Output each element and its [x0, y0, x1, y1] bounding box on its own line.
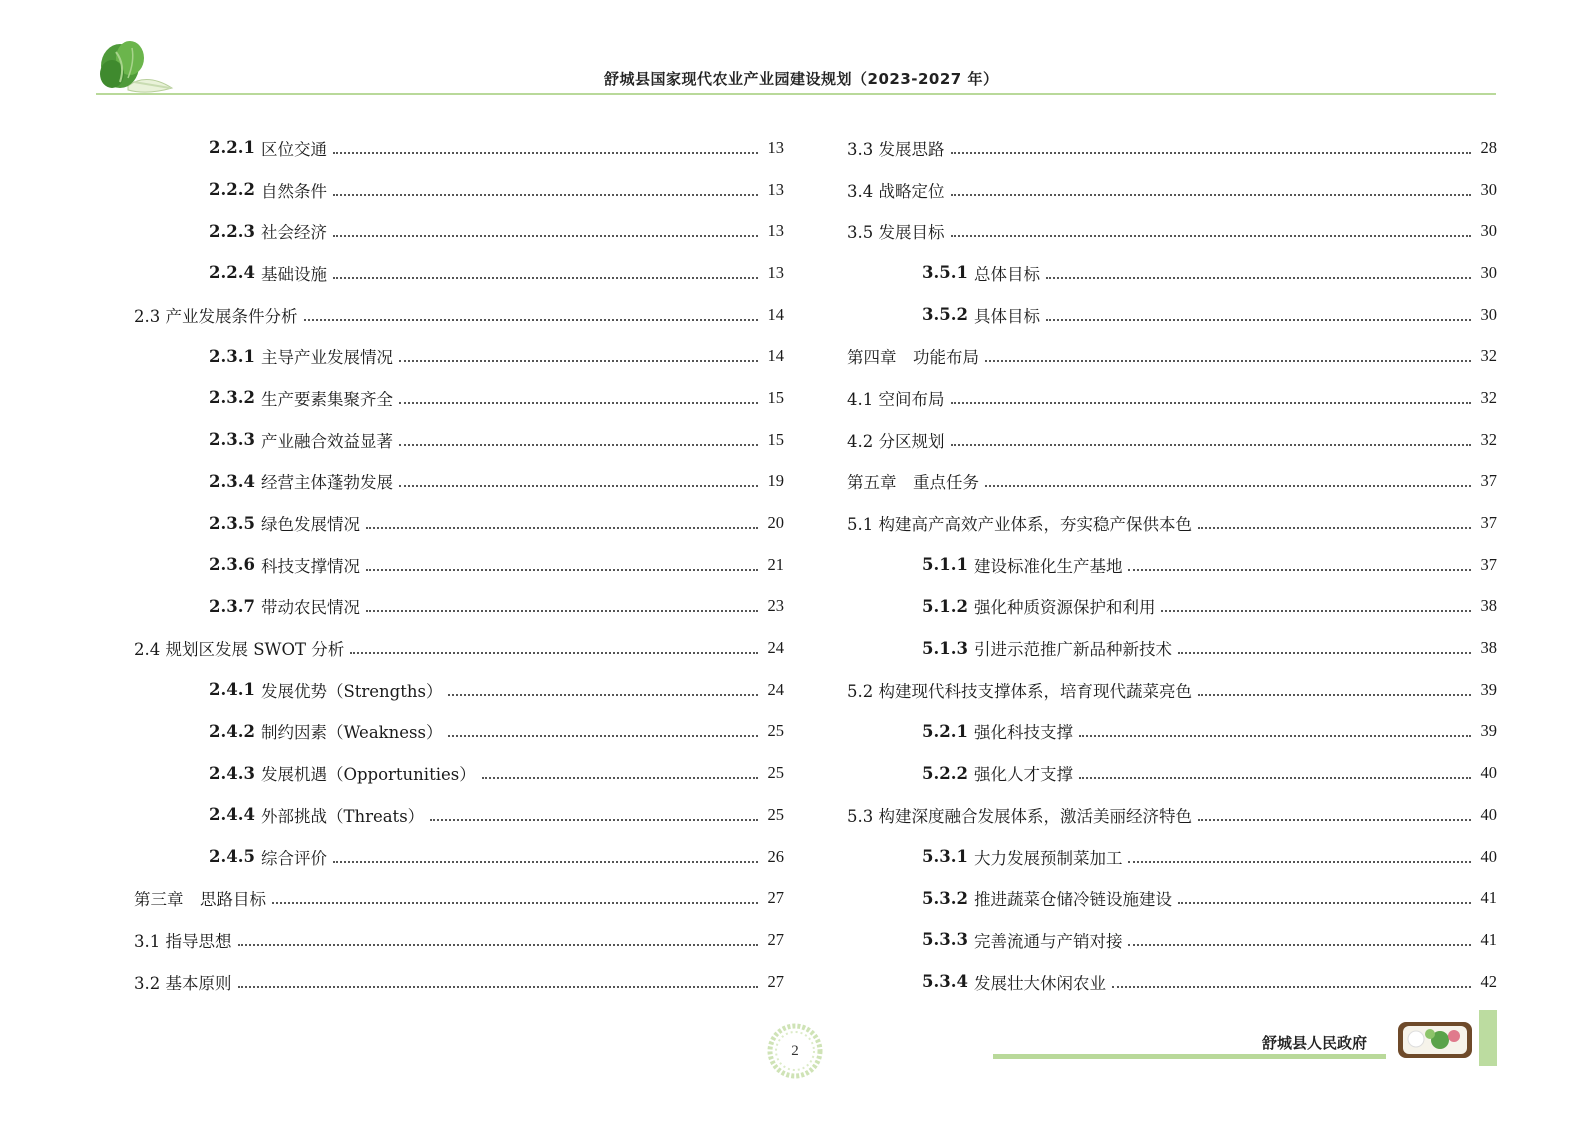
toc-entry-title: 发展壮大休闲农业 [973, 973, 1106, 993]
toc-entry-page: 30 [1480, 221, 1497, 241]
toc-entry-page: 23 [767, 596, 784, 616]
toc-entry-page: 13 [767, 221, 784, 241]
toc-entry[interactable] [134, 711, 784, 753]
toc-entry-title: 推进蔬菜仓储冷链设施建设 [973, 890, 1172, 910]
toc-dot-leader [238, 944, 759, 946]
toc-dot-leader [1046, 277, 1471, 279]
toc-entry-title: 基础设施 [260, 264, 327, 284]
toc-entry-page: 37 [1480, 471, 1497, 491]
toc-entry[interactable] [847, 294, 1497, 336]
toc-dot-leader [366, 527, 758, 529]
toc-entry[interactable] [134, 752, 784, 794]
toc-entry[interactable] [134, 169, 784, 211]
toc-dot-leader [951, 235, 1472, 237]
toc-entry[interactable] [134, 127, 784, 169]
toc-dot-leader [399, 444, 758, 446]
toc-entry-page: 32 [1480, 346, 1497, 366]
toc-entry[interactable] [847, 335, 1497, 377]
toc-entry-title: 区位交通 [260, 139, 327, 159]
footer-accent-bar [1479, 1010, 1497, 1066]
toc-entry-page: 37 [1480, 554, 1497, 574]
footer-divider [993, 1054, 1386, 1059]
toc-dot-leader [1198, 527, 1471, 529]
toc-entry-title: 发展机遇（Opportunities） [260, 765, 476, 785]
toc-entry-page: 30 [1480, 304, 1497, 324]
toc-right-column [847, 127, 1497, 1002]
toc-dot-leader [350, 652, 758, 654]
toc-dot-leader [399, 402, 758, 404]
toc-entry-number: 5.3.4 [922, 972, 968, 992]
toc-entry-page: 14 [767, 304, 784, 324]
toc-entry-page: 15 [767, 387, 784, 407]
toc-entry-number: 5.3.2 [922, 888, 968, 908]
toc-entry[interactable] [847, 961, 1497, 1003]
toc-entry[interactable] [847, 210, 1497, 252]
toc-entry-page: 19 [767, 471, 784, 491]
toc-entry-number: 2.4.1 [209, 680, 255, 700]
toc-dot-leader [1128, 944, 1471, 946]
toc-entry[interactable] [847, 794, 1497, 836]
toc-entry-page: 27 [767, 888, 784, 908]
toc-entry[interactable] [134, 252, 784, 294]
toc-entry-title: 科技支撑情况 [260, 556, 360, 576]
toc-entry-page: 40 [1480, 846, 1497, 866]
toc-entry-title: 综合评价 [260, 848, 327, 868]
toc-dot-leader [366, 610, 758, 612]
toc-dot-leader [951, 444, 1472, 446]
toc-dot-leader [1128, 861, 1471, 863]
toc-entry-title: 4.1 空间布局 [847, 389, 945, 409]
toc-dot-leader [333, 152, 758, 154]
toc-dot-leader [482, 777, 758, 779]
toc-dot-leader [333, 861, 758, 863]
toc-entry-title: 2.4 规划区发展 SWOT 分析 [134, 640, 345, 660]
toc-entry-number: 2.3.1 [209, 346, 255, 366]
toc-entry-title: 完善流通与产销对接 [973, 931, 1123, 951]
toc-entry[interactable] [134, 210, 784, 252]
toc-entry-number: 2.3.4 [209, 471, 255, 491]
toc-entry[interactable] [134, 877, 784, 919]
toc-entry-page: 25 [767, 763, 784, 783]
toc-dot-leader [985, 485, 1471, 487]
toc-entry-title: 制约因素（Weakness） [260, 723, 443, 743]
toc-entry[interactable] [134, 377, 784, 419]
toc-entry[interactable] [847, 419, 1497, 461]
toc-dot-leader [272, 902, 758, 904]
toc-entry[interactable] [847, 127, 1497, 169]
toc-dot-leader [985, 360, 1471, 362]
toc-entry[interactable] [134, 502, 784, 544]
toc-dot-leader [304, 319, 759, 321]
toc-dot-leader [399, 485, 758, 487]
toc-entry-number: 2.4.4 [209, 805, 255, 825]
toc-entry[interactable] [847, 877, 1497, 919]
toc-entry[interactable] [134, 627, 784, 669]
toc-entry-number: 5.2.2 [922, 763, 968, 783]
toc-entry-page: 15 [767, 429, 784, 449]
toc-entry-title: 建设标准化生产基地 [973, 556, 1123, 576]
toc-entry-title: 产业融合效益显著 [260, 431, 393, 451]
page-number-wreath [766, 1022, 824, 1080]
toc-entry-title: 绿色发展情况 [260, 515, 360, 535]
toc-entry[interactable] [847, 502, 1497, 544]
toc-dot-leader [1178, 652, 1471, 654]
footer-organization: 舒城县人民政府 [1262, 1034, 1368, 1052]
toc-dot-leader [1046, 319, 1471, 321]
toc-entry-number: 2.3.6 [209, 555, 255, 575]
toc-entry-page: 41 [1480, 888, 1497, 908]
toc-entry-number: 2.4.2 [209, 721, 255, 741]
toc-dot-leader [366, 569, 758, 571]
toc-dot-leader [448, 735, 758, 737]
toc-entry-title: 强化科技支撑 [973, 723, 1073, 743]
toc-dot-leader [1112, 986, 1471, 988]
toc-entry-title: 总体目标 [973, 264, 1040, 284]
toc-dot-leader [1198, 819, 1471, 821]
toc-entry-title: 社会经济 [260, 223, 327, 243]
toc-dot-leader [1128, 569, 1471, 571]
toc-entry-title: 发展优势（Strengths） [260, 681, 443, 701]
toc-entry-page: 28 [1480, 137, 1497, 157]
toc-dot-leader [1079, 735, 1471, 737]
toc-entry[interactable] [134, 586, 784, 628]
toc-entry-page: 40 [1480, 763, 1497, 783]
toc-entry[interactable] [847, 252, 1497, 294]
toc-entry-title: 3.2 基本原则 [134, 973, 232, 993]
toc-entry-page: 39 [1480, 679, 1497, 699]
toc-entry-page: 41 [1480, 929, 1497, 949]
toc-entry-page: 13 [767, 137, 784, 157]
toc-entry[interactable] [847, 711, 1497, 753]
toc-entry-number: 2.3.5 [209, 513, 255, 533]
toc-entry[interactable] [134, 544, 784, 586]
page-number: 2 [791, 1042, 799, 1059]
toc-entry-title: 主导产业发展情况 [260, 348, 393, 368]
toc-entry-title: 第四章 功能布局 [847, 348, 979, 368]
toc-dot-leader [951, 402, 1472, 404]
toc-dot-leader [1198, 694, 1471, 696]
toc-entry-page: 30 [1480, 179, 1497, 199]
toc-entry-page: 25 [767, 721, 784, 741]
toc-entry-title: 引进示范推广新品种新技术 [973, 640, 1172, 660]
toc-entry-page: 20 [767, 513, 784, 533]
toc-entry-title: 5.1 构建高产高效产业体系，夯实稳产保供本色 [847, 515, 1192, 535]
toc-entry[interactable] [134, 919, 784, 961]
toc-entry-page: 24 [767, 679, 784, 699]
toc-entry-number: 2.3.2 [209, 388, 255, 408]
toc-dot-leader [333, 277, 758, 279]
toc-entry-number: 2.2.2 [209, 180, 255, 200]
toc-entry-page: 13 [767, 179, 784, 199]
toc-entry-page: 42 [1480, 971, 1497, 991]
toc-entry-title: 5.2 构建现代科技支撑体系，培育现代蔬菜亮色 [847, 681, 1192, 701]
toc-entry-number: 5.1.2 [922, 596, 968, 616]
toc-dot-leader [1079, 777, 1471, 779]
toc-entry-number: 2.4.3 [209, 763, 255, 783]
toc-entry-page: 25 [767, 804, 784, 824]
toc-entry-number: 2.2.3 [209, 221, 255, 241]
toc-entry-page: 37 [1480, 513, 1497, 533]
toc-entry-number: 3.5.2 [922, 305, 968, 325]
toc-entry-page: 32 [1480, 387, 1497, 407]
toc-entry[interactable] [134, 836, 784, 878]
toc-entry-title: 5.3 构建深度融合发展体系，激活美丽经济特色 [847, 806, 1192, 826]
toc-entry[interactable] [134, 294, 784, 336]
toc-dot-leader [1161, 610, 1471, 612]
toc-entry-title: 具体目标 [973, 306, 1040, 326]
toc-entry-title: 第三章 思路目标 [134, 890, 266, 910]
toc-entry-title: 外部挑战（Threats） [260, 806, 425, 826]
toc-dot-leader [399, 360, 758, 362]
toc-entry-title: 4.2 分区规划 [847, 431, 945, 451]
toc-entry-page: 14 [767, 346, 784, 366]
toc-dot-leader [238, 986, 759, 988]
toc-entry[interactable] [134, 461, 784, 503]
toc-entry-page: 38 [1480, 638, 1497, 658]
toc-entry-number: 5.2.1 [922, 721, 968, 741]
toc-entry-number: 5.3.3 [922, 930, 968, 950]
toc-entry[interactable] [847, 752, 1497, 794]
toc-entry-page: 13 [767, 262, 784, 282]
toc-entry[interactable] [134, 669, 784, 711]
toc-entry[interactable] [847, 919, 1497, 961]
toc-entry-number: 2.4.5 [209, 847, 255, 867]
toc-entry-page: 38 [1480, 596, 1497, 616]
toc-dot-leader [333, 235, 758, 237]
toc-entry-number: 5.1.1 [922, 555, 968, 575]
toc-entry-number: 5.3.1 [922, 847, 968, 867]
toc-entry[interactable] [847, 544, 1497, 586]
toc-entry-page: 32 [1480, 429, 1497, 449]
toc-entry-title: 第五章 重点任务 [847, 473, 979, 493]
toc-entry-number: 2.3.7 [209, 596, 255, 616]
toc-entry-title: 大力发展预制菜加工 [973, 848, 1123, 868]
toc-entry-number: 2.3.3 [209, 430, 255, 450]
toc-entry[interactable] [134, 335, 784, 377]
toc-entry[interactable] [134, 794, 784, 836]
toc-entry-page: 26 [767, 846, 784, 866]
toc-entry[interactable] [134, 419, 784, 461]
toc-entry[interactable] [847, 586, 1497, 628]
toc-entry-title: 强化人才支撑 [973, 765, 1073, 785]
toc-entry-title: 3.5 发展目标 [847, 223, 945, 243]
food-tray-image-icon [1396, 1018, 1474, 1062]
toc-entry-title: 2.3 产业发展条件分析 [134, 306, 298, 326]
toc-entry-page: 27 [767, 971, 784, 991]
toc-entry[interactable] [847, 461, 1497, 503]
toc-entry-number: 5.1.3 [922, 638, 968, 658]
toc-entry-title: 自然条件 [260, 181, 327, 201]
toc-entry[interactable] [847, 836, 1497, 878]
toc-entry-title: 生产要素集聚齐全 [260, 389, 393, 409]
toc-entry[interactable] [847, 377, 1497, 419]
toc-dot-leader [1178, 902, 1471, 904]
toc-dot-leader [333, 194, 758, 196]
toc-entry-page: 39 [1480, 721, 1497, 741]
toc-entry[interactable] [847, 627, 1497, 669]
toc-entry-number: 2.2.1 [209, 138, 255, 158]
toc-entry[interactable] [847, 669, 1497, 711]
toc-entry-title: 带动农民情况 [260, 598, 360, 618]
toc-dot-leader [951, 152, 1472, 154]
toc-entry-page: 40 [1480, 804, 1497, 824]
toc-entry[interactable] [134, 961, 784, 1003]
toc-entry-page: 21 [767, 554, 784, 574]
toc-entry-title: 3.4 战略定位 [847, 181, 945, 201]
toc-entry-title: 强化种质资源保护和利用 [973, 598, 1156, 618]
toc-dot-leader [951, 194, 1472, 196]
toc-entry-title: 经营主体蓬勃发展 [260, 473, 393, 493]
toc-entry-page: 24 [767, 638, 784, 658]
toc-entry-number: 2.2.4 [209, 263, 255, 283]
toc-entry[interactable] [847, 169, 1497, 211]
toc-entry-page: 30 [1480, 262, 1497, 282]
toc-dot-leader [448, 694, 758, 696]
document-header-title: 舒城县国家现代农业产业园建设规划（2023-2027 年） [604, 70, 999, 88]
toc-entry-title: 3.1 指导思想 [134, 931, 232, 951]
cabbage-logo-icon [98, 38, 176, 96]
header-divider [96, 93, 1496, 95]
toc-entry-page: 27 [767, 929, 784, 949]
toc-entry-title: 3.3 发展思路 [847, 139, 945, 159]
toc-entry-number: 3.5.1 [922, 263, 968, 283]
toc-left-column [134, 127, 784, 1002]
toc-dot-leader [430, 819, 758, 821]
